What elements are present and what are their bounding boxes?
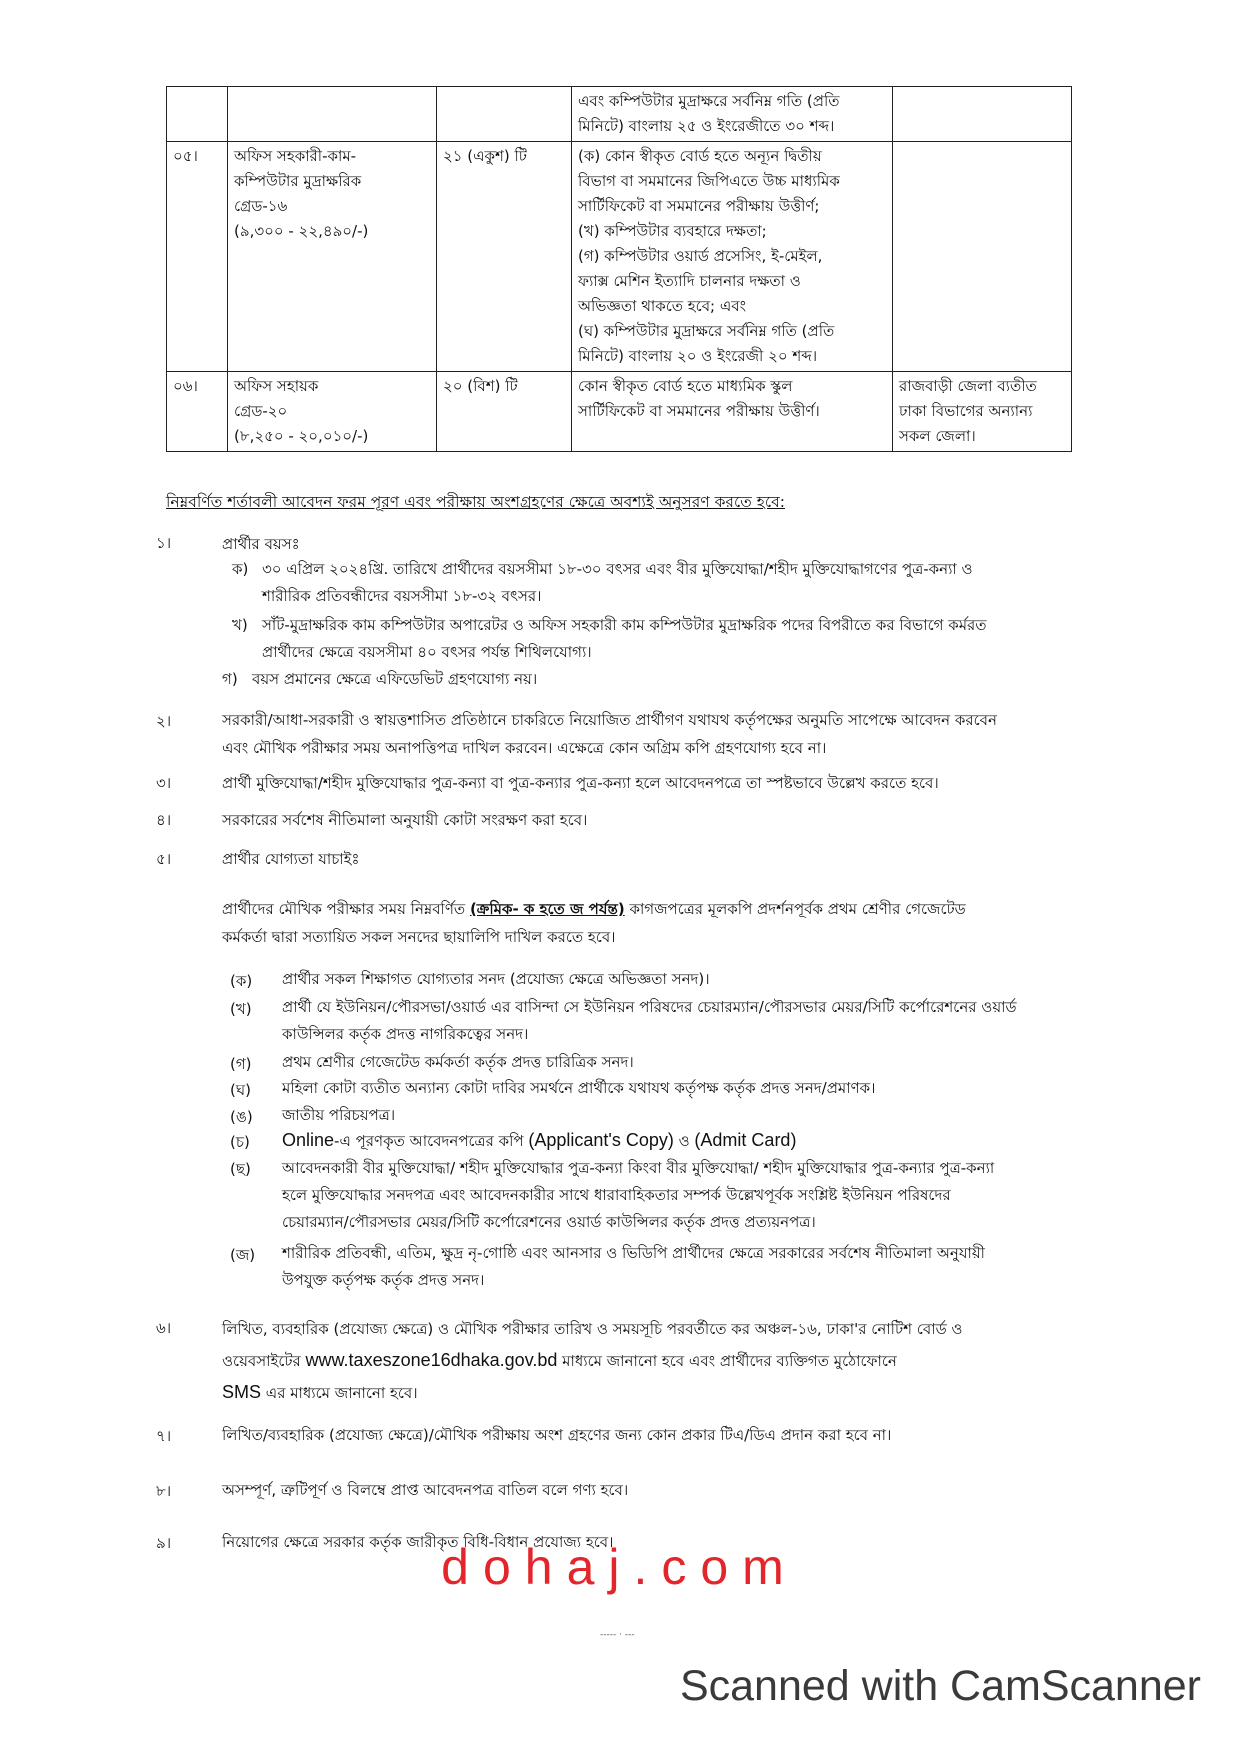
condition-2-number: ২। bbox=[156, 712, 172, 730]
condition-1a-mark: ক) bbox=[232, 560, 249, 578]
condition-5-heading: প্রার্থীর যোগ্যতা যাচাইঃ bbox=[222, 850, 360, 868]
condition-1c-text: বয়স প্রমানের ক্ষেত্রে এফিডেভিট গ্রহণযোগ্য নয়। bbox=[252, 670, 538, 688]
condition-1a bbox=[232, 556, 1102, 616]
condition-8-number: ৮। bbox=[156, 1482, 172, 1500]
condition-1a-line: শারীরিক প্রতিবন্ধীদের বয়সসীমা ১৮-৩২ বৎসর। bbox=[262, 587, 542, 605]
qualification-cell-line: এবং কম্পিউটার মুদ্রাক্ষরে সর্বনিম্ন গতি (প্রতি bbox=[578, 92, 840, 110]
condition-6-text: লিখিত, ব্যবহারিক (প্রযোজ্য ক্ষেত্রে) ও মৌখিক পরীক্ষার তারিখ ও সময়সূচি পরবর্তীতে কর অঞ্চল-১৬, ঢাকা'র নোটিশ বোর্ড ও ওয়েবসাইটের www.taxeszone16dhaka.gov.bd মাধ্যমে জানানো হবে এবং প্রার্থীদের ব্যক্তিগত মুঠোফোনে SMS এর মাধ্যমে জানানো হবে। bbox=[222, 1320, 963, 1402]
qualification-cell-line: (খ) কম্পিউটার ব্যবহারে দক্ষতা; bbox=[578, 222, 767, 240]
post-name-cell bbox=[228, 142, 437, 372]
qualification-cell-line: (ঘ) কম্পিউটার মুদ্রাক্ষরে সর্বনিম্ন গতি (প্রতি bbox=[578, 322, 835, 340]
condition-2-text: সরকারী/আধা-সরকারী ও স্বায়ত্তশাসিত প্রতিষ্ঠানে চাকরিতে নিয়োজিত প্রার্থীগণ যথাযথ কর্তৃপক্ষের অনুমতি সাপেক্ষে আবেদন করবেন এবং মৌখিক পরীক্ষার সময় অনাপত্তিপত্র দাখিল করবেন। এক্ষেত্রে কোন অগ্রিম কপি গ্রহণযোগ্য হবে না। bbox=[222, 711, 997, 757]
doc-item-ja: শারীরিক প্রতিবন্ধী, এতিম, ক্ষুদ্র নৃ-গোষ্ঠি এবং আনসার ও ভিডিপি প্রার্থীদের ক্ষেত্রে সরকারের সর্বশেষ নীতিমালা অনুযায়ী উপযুক্ত কর্তৃপক্ষ কর্তৃক প্রদত্ত সনদ। bbox=[282, 1244, 985, 1289]
posts-table bbox=[166, 86, 1072, 452]
qualification-cell-line: (গ) কম্পিউটার ওয়ার্ড প্রসেসিং, ই-মেইল, bbox=[578, 247, 823, 265]
doc-item: প্রার্থীর সকল শিক্ষাগত যোগ্যতার সনদ (প্রযোজ্য ক্ষেত্রে অভিজ্ঞতা সনদ)। bbox=[282, 970, 710, 988]
post-name-cell-line: গ্রেড-২০ bbox=[234, 402, 288, 420]
district-cell-line: সকল জেলা। bbox=[899, 427, 976, 445]
condition-7-number: ৭। bbox=[156, 1427, 172, 1445]
condition-3-number: ৩। bbox=[156, 774, 172, 792]
watermark: dohaj.com bbox=[441, 1539, 798, 1595]
doc-item-chha: আবেদনকারী বীর মুক্তিযোদ্ধা/ শহীদ মুক্তিযোদ্ধার পুত্র-কন্যা কিংবা বীর মুক্তিযোদ্ধা/ শহীদ মুক্তিযোদ্ধার পুত্র-কন্যার পুত্র-কন্যা হলে মুক্তিযোদ্ধার সনদপত্র এবং আবেদনকারীর সাথে ধারাবাহিকতার সম্পর্ক উল্লেখপূর্বক সংশ্লিষ্ট ইউনিয়ন পরিষদের চেয়ারম্যান/পৌরসভার মেয়র/সিটি কর্পোরেশনের ওয়ার্ড কাউন্সিলর কর্তৃক প্রদত্ত প্রত্যয়নপত্র। bbox=[282, 1159, 995, 1231]
doc-mark: (জ) bbox=[230, 1246, 256, 1264]
post-count-cell: ২১ (একুশ) টি bbox=[437, 142, 572, 372]
doc-mark: (ছ) bbox=[230, 1160, 251, 1178]
condition-9-number: ৯। bbox=[156, 1534, 172, 1552]
qualification-cell-line: সার্টিফিকেট বা সমমানের পরীক্ষায় উত্তীর্ণ; bbox=[578, 197, 820, 215]
qualification-cell bbox=[572, 142, 893, 372]
post-name-cell-line: (৯,৩০০ - ২২,৪৯০/-) bbox=[234, 222, 369, 240]
doc-item: প্রথম শ্রেণীর গেজেটেড কর্মকর্তা কর্তৃক প্রদত্ত চারিত্রিক সনদ। bbox=[282, 1053, 634, 1071]
post-name-cell-line: অফিস সহকারী-কাম- bbox=[234, 147, 357, 165]
post-name-cell bbox=[228, 87, 437, 142]
serial-cell bbox=[167, 87, 228, 142]
district-cell bbox=[893, 372, 1072, 452]
qualification-cell-line: (ক) কোন স্বীকৃত বোর্ড হতে অন্যূন দ্বিতীয় bbox=[578, 147, 822, 165]
qualification-cell bbox=[572, 87, 893, 142]
doc-mark: (ঘ) bbox=[230, 1081, 251, 1099]
district-cell bbox=[893, 87, 1072, 142]
condition-6-number: ৬। bbox=[156, 1319, 172, 1337]
post-name-cell bbox=[228, 372, 437, 452]
online-label: Online bbox=[282, 1130, 335, 1150]
doc-mark: (গ) bbox=[230, 1055, 252, 1073]
website-link[interactable]: www.taxeszone16dhaka.gov.bd bbox=[305, 1350, 558, 1370]
doc-item-cha: Online-এ পূরণকৃত আবেদনপত্রের কপি (Applicant's Copy) ও (Admit Card) bbox=[282, 1130, 797, 1150]
conditions-title: নিম্নবর্ণিত শর্তাবলী আবেদন ফরম পূরণ এবং পরীক্ষায় অংশগ্রহণের ক্ষেত্রে অবশ্যই অনুসরণ করতে হবে: bbox=[166, 493, 785, 511]
qualification-cell bbox=[572, 372, 893, 452]
table-row bbox=[167, 372, 1072, 452]
condition-7-text: লিখিত/ব্যবহারিক (প্রযোজ্য ক্ষেত্রে)/মৌখিক পরীক্ষায় অংশ গ্রহণের জন্য কোন প্রকার টিএ/ডিএ প্রদান করা হবে না। bbox=[222, 1426, 892, 1444]
district-cell bbox=[893, 142, 1072, 372]
table-row bbox=[167, 87, 1072, 142]
condition-1-heading: প্রার্থীর বয়সঃ bbox=[222, 535, 300, 553]
district-cell-line: ঢাকা বিভাগের অন্যান্য bbox=[899, 402, 1033, 420]
doc-mark: (ঙ) bbox=[230, 1108, 253, 1126]
camscanner-footer: Scanned with CamScanner bbox=[679, 1662, 1201, 1710]
condition-3-text: প্রার্থী মুক্তিযোদ্ধা/শহীদ মুক্তিযোদ্ধার পুত্র-কন্যা বা পুত্র-কন্যার পুত্র-কন্যা হলে আবেদনপত্রে তা স্পষ্টভাবে উল্লেখ করতে হবে। bbox=[222, 774, 939, 792]
doc-mark: (চ) bbox=[230, 1133, 250, 1151]
post-name-cell-line: অফিস সহায়ক bbox=[234, 377, 319, 395]
qualification-cell-line: ফ্যাক্স মেশিন ইত্যাদি চালনার দক্ষতা ও bbox=[578, 272, 801, 290]
qualification-cell-line: মিনিটে) বাংলায় ২০ ও ইংরেজী ২০ শব্দ। bbox=[578, 347, 818, 365]
condition-1b-line: প্রার্থীদের ক্ষেত্রে বয়সসীমা ৪০ বৎসর পর্যন্ত শিথিলযোগ্য। bbox=[262, 643, 592, 661]
page-mark: ----- · --- bbox=[600, 1630, 635, 1640]
doc-item: প্রার্থী যে ইউনিয়ন/পৌরসভা/ওয়ার্ড এর বাসিন্দা সে ইউনিয়ন পরিষদের চেয়ারম্যান/পৌরসভার মেয়র/সিটি কর্পোরেশনের ওয়ার্ড কাউন্সিলর কর্তৃক প্রদত্ত নাগরিকত্বের সনদ। bbox=[282, 998, 1017, 1043]
qualification-cell-line: কোন স্বীকৃত বোর্ড হতে মাধ্যমিক স্কুল bbox=[578, 377, 793, 395]
qualification-cell-line: সার্টিফিকেট বা সমমানের পরীক্ষায় উত্তীর্ণ। bbox=[578, 402, 820, 420]
condition-5-emphasis: (ক্রমিক- ক হতে জ পর্যন্ত) bbox=[469, 900, 625, 918]
condition-1-number: ১। bbox=[156, 534, 172, 552]
doc-item: জাতীয় পরিচয়পত্র। bbox=[282, 1106, 396, 1124]
condition-1a-line: ৩০ এপ্রিল ২০২৪খ্রি. তারিখে প্রার্থীদের বয়সসীমা ১৮-৩০ বৎসর এবং বীর মুক্তিযোদ্ধা/শহীদ মুক্তিযোদ্ধাগণের পুত্র-কন্যা ও bbox=[262, 560, 973, 578]
doc-item: মহিলা কোটা ব্যতীত অন্যান্য কোটা দাবির সমর্থনে প্রার্থীকে যথাযথ কর্তৃপক্ষ কর্তৃক প্রদত্ত সনদ/প্রমাণক। bbox=[282, 1079, 876, 1097]
admit-card-label: (Admit Card) bbox=[694, 1130, 797, 1150]
sms-label: SMS bbox=[222, 1382, 262, 1402]
doc-mark: (ক) bbox=[230, 972, 253, 990]
district-cell-line: রাজবাড়ী জেলা ব্যতীত bbox=[899, 377, 1037, 395]
qualification-cell-line: অভিজ্ঞতা থাকতে হবে; এবং bbox=[578, 297, 747, 315]
post-name-cell-line: কম্পিউটার মুদ্রাক্ষরিক bbox=[234, 172, 362, 190]
table-row bbox=[167, 142, 1072, 372]
serial-cell: ০৬। bbox=[167, 372, 228, 452]
condition-5-number: ৫। bbox=[156, 850, 172, 868]
condition-1b bbox=[232, 612, 1102, 672]
post-name-cell-line: (৮,২৫০ - ২০,০১০/-) bbox=[234, 427, 369, 445]
post-count-cell: ২০ (বিশ) টি bbox=[437, 372, 572, 452]
qualification-cell-line: বিভাগ বা সমমানের জিপিএতে উচ্চ মাধ্যমিক bbox=[578, 172, 840, 190]
qualification-cell-line: মিনিটে) বাংলায় ২৫ ও ইংরেজীতে ৩০ শব্দ। bbox=[578, 117, 835, 135]
condition-4-number: ৪। bbox=[156, 811, 172, 829]
serial-cell: ০৫। bbox=[167, 142, 228, 372]
post-name-cell-line: গ্রেড-১৬ bbox=[234, 197, 288, 215]
condition-9-text: নিয়োগের ক্ষেত্রে সরকার কর্তৃক জারীকৃত বিধি-বিধান প্রযোজ্য হবে। bbox=[222, 1533, 614, 1551]
condition-8-text: অসম্পূর্ণ, ত্রুটিপূর্ণ ও বিলম্বে প্রাপ্ত আবেদনপত্র বাতিল বলে গণ্য হবে। bbox=[222, 1481, 629, 1499]
condition-5-paragraph: প্রার্থীদের মৌখিক পরীক্ষার সময় নিম্নবর্ণিত (ক্রমিক- ক হতে জ পর্যন্ত) কাগজপত্রের মূলকপি প্রদর্শনপূর্বক প্রথম শ্রেণীর গেজেটেড কর্মকর্তা দ্বারা সত্যায়িত সকল সনদের ছায়ালিপি দাখিল করতে হবে। bbox=[222, 900, 966, 946]
condition-1b-mark: খ) bbox=[232, 616, 248, 634]
condition-1c-mark: গ) bbox=[222, 670, 238, 688]
applicant-copy-label: (Applicant's Copy) bbox=[528, 1130, 674, 1150]
condition-1b-line: সাঁট-মুদ্রাক্ষরিক কাম কম্পিউটার অপারেটর ও অফিস সহকারী কাম কম্পিউটার মুদ্রাক্ষরিক পদের বিপরীতে কর বিভাগে কর্মরত bbox=[262, 616, 987, 634]
condition-4-text: সরকারের সর্বশেষ নীতিমালা অনুযায়ী কোটা সংরক্ষণ করা হবে। bbox=[222, 811, 588, 829]
doc-mark: (খ) bbox=[230, 1000, 252, 1018]
post-count-cell bbox=[437, 87, 572, 142]
